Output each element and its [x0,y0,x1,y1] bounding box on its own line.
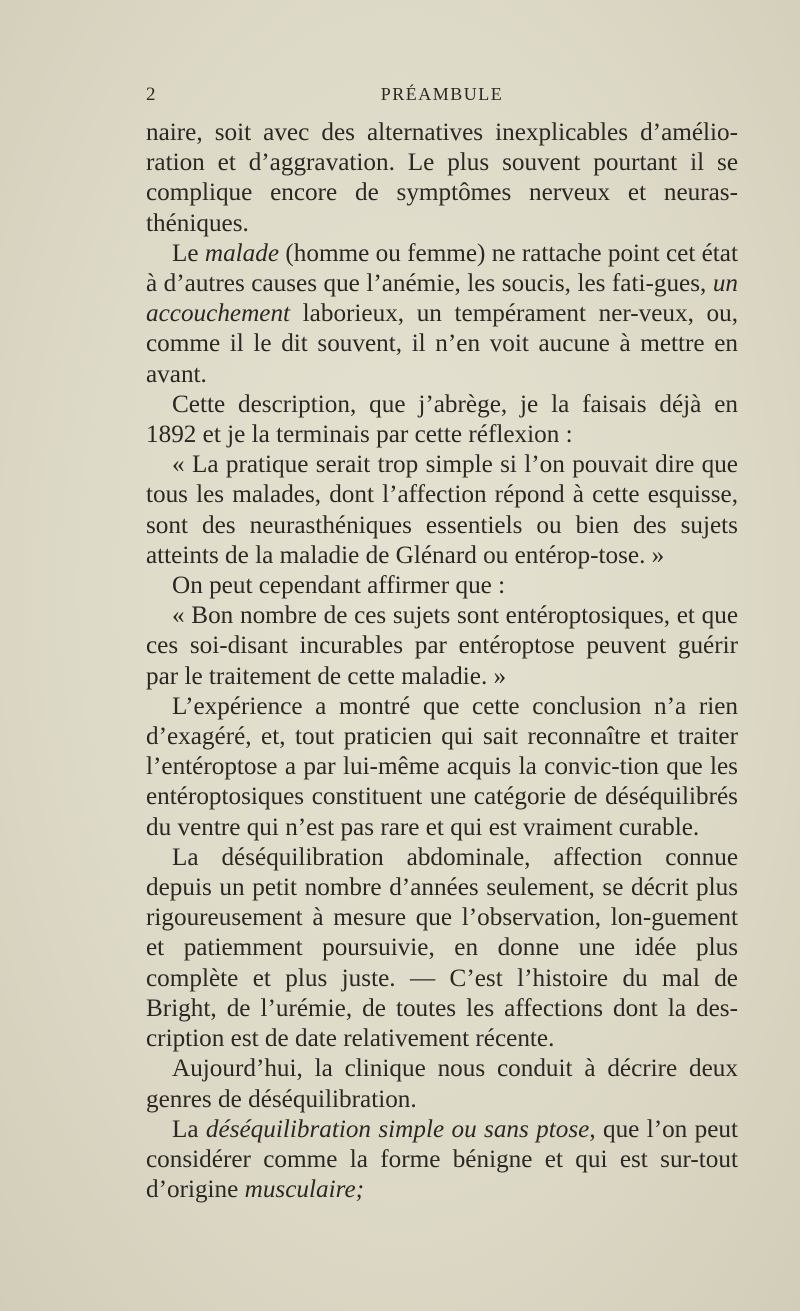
paragraph-experience [146,692,738,843]
text-run: (homme ou femme) ne rattache point cet état à d’autres causes que l’anémie, les soucis, les fati-gues, [146,239,738,298]
paragraph-malade [146,239,738,390]
running-head: PRÉAMBULE [380,84,504,104]
paragraph-continuation [146,118,738,239]
text-run: laborieux, un tempérament ner-veux, ou, comme il le dit souvent, il n’en voit aucune à mettre en avant. [146,300,738,388]
italic-text-run: déséquilibration simple ou sans ptose [205,1115,590,1143]
italic-text-run: musculaire; [244,1176,365,1204]
text-run: On peut cependant affirmer que : [172,572,506,600]
text-run: naire, soit avec des alternatives inexplicables d’amélio-ration et d’aggravation. Le plus souvent pourtant il se complique encore de symptômes nerveux et neuras-théniques. [146,119,738,237]
paragraph-quote-nombre [146,601,738,692]
text-run: Cette description, que j’abrège, je la faisais déjà en 1892 et je la terminais par cette réflexion : [146,390,738,449]
paragraph-aujourdhui [146,1054,738,1114]
paragraph-affirmer [146,571,738,601]
text-run: Aujourd’hui, la clinique nous conduit à décrire deux genres de déséquilibration. [146,1055,738,1113]
italic-text-run: malade [204,239,280,267]
paragraph-description [146,390,738,450]
paragraph-quote-pratique [146,450,738,571]
italic-text-run: un accouchement [146,270,738,328]
text-run: , que l’on peut considérer comme la forme bénigne et qui est sur-tout d’origine [146,1115,738,1204]
text-run: La [172,1115,206,1143]
page-number: 2 [146,84,157,105]
text-run: « La pratique serait trop simple si l’on pouvait dire que tous les malades, dont l’affection répond à cette esquisse, sont des neurasthéniques essentiels ou bien des sujets atteints de la maladie de Glénard ou entérop-tose. » [146,451,738,569]
paragraph-desequilibration [146,843,738,1054]
paragraph-simple [146,1115,738,1206]
text-run: La déséquilibration abdominale, affection connue depuis un petit nombre d’années seulement, se décrit plus rigoureusement à mesure que l’observation, lon-guement et patiemment poursuivie, en donne une idée plus complète et plus juste. — C’est l’histoire du mal de Bright, de l’urémie, de toutes les affections dont la des-cription est de date relativement récente. [146,843,738,1053]
text-run: L’expérience a montré que cette conclusion n’a rien d’exagéré, et, tout praticien qui sait reconnaître et traiter l’entéroptose a par lui-même acquis la convic-tion que les entéroptosiques constituent une catégorie de déséquilibrés du ventre qui n’est pas rare et qui est vraiment curable. [146,692,738,841]
body-text [146,118,738,1205]
text-run: Le [172,239,205,267]
page-header [146,84,738,110]
text-run: « Bon nombre de ces sujets sont entéroptosiques, et que ces soi-disant incurables par entéroptose peuvent guérir par le traitement de cette maladie. » [146,602,738,690]
